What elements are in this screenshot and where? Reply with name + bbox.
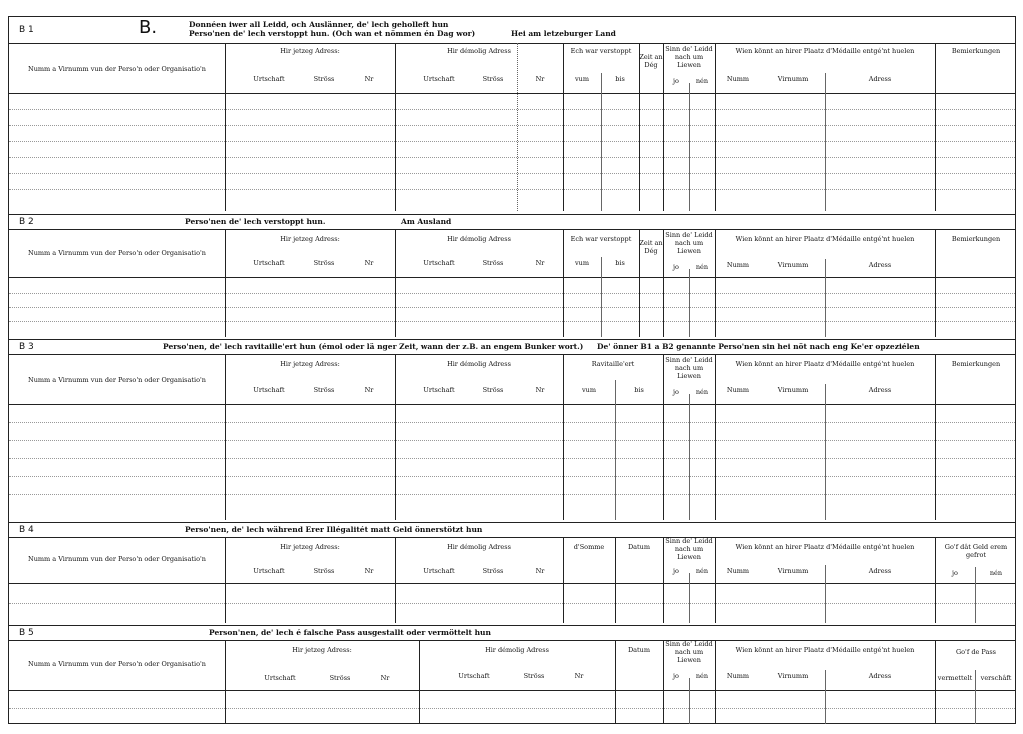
form-page bbox=[8, 16, 1016, 724]
numm-label: Numm bbox=[726, 672, 750, 680]
stross-label: Ströss bbox=[523, 672, 545, 680]
stross-label: Ströss bbox=[482, 386, 504, 394]
adress-label: Adress bbox=[868, 261, 892, 269]
old-addr-header: Hir démolig Adress bbox=[447, 543, 511, 551]
datum-header: Datum bbox=[627, 646, 651, 654]
stross-label: Ströss bbox=[313, 75, 335, 83]
section-b3 bbox=[9, 339, 1015, 520]
intro-line-2: Perso'nen de' lech verstoppt hun. (Och wan et nömmen én Dag wor) bbox=[189, 29, 476, 38]
stross-label: Ströss bbox=[313, 386, 335, 394]
numm-label: Numm bbox=[726, 567, 750, 575]
adress-label: Adress bbox=[868, 567, 892, 575]
nen-label: nén bbox=[695, 263, 709, 271]
section-title: Perso'nen, de' lech während Erer Illégalitét matt Geld önnerstötzt hun bbox=[185, 525, 483, 534]
urtschaft-label: Urtschaft bbox=[253, 386, 285, 394]
nr-label: Nr bbox=[535, 386, 545, 394]
section-title: Person'nen, de' lech é falsche Pass ausgestallt oder vermöttelt hun bbox=[209, 628, 491, 637]
section-b5-header bbox=[9, 626, 1015, 641]
section-b4-header bbox=[9, 523, 1015, 538]
big-letter: B. bbox=[139, 17, 158, 38]
nen-label: nén bbox=[989, 569, 1003, 577]
virnumm-label: Virnumm bbox=[777, 386, 809, 394]
medal-header: Wien könnt an hirer Plaatz d'Médaille entgé'nt huelen bbox=[735, 47, 915, 55]
adress-label: Adress bbox=[868, 672, 892, 680]
old-addr-header: Hir démolig Adress bbox=[447, 47, 511, 55]
medal-header: Wien könnt an hirer Plaatz d'Médaille entgé'nt huelen bbox=[735, 543, 915, 551]
intro-line-2b: Hei am letzeburger Land bbox=[511, 29, 616, 38]
bemierkungen-header: Bemierkungen bbox=[951, 235, 1001, 243]
section-id: B 2 bbox=[19, 217, 34, 227]
section-title-2: Am Ausland bbox=[401, 217, 452, 226]
nen-label: nén bbox=[695, 388, 709, 396]
nr-label: Nr bbox=[574, 672, 584, 680]
bemierkungen-header: Bemierkungen bbox=[951, 360, 1001, 368]
nr-label: Nr bbox=[380, 674, 390, 682]
intro-line-1: Donnéen iwer all Leidd, och Auslänner, de' lech geholleft hun bbox=[189, 20, 449, 29]
section-b5 bbox=[9, 625, 1015, 724]
sinn-header: Sinn de' Leidd nach um Liewen bbox=[665, 537, 713, 561]
stross-label: Ströss bbox=[482, 567, 504, 575]
somme-header: d'Somme bbox=[573, 543, 605, 551]
section-title-2: De' önner B1 a B2 genannte Perso'nen sin hei nöt nach eng Ke'er opzeziélen bbox=[597, 342, 920, 351]
section-b1-header bbox=[9, 17, 1015, 44]
section-title: Perso'nen, de' lech ravitaille'ert hun (émol oder lä nger Zeit, wann der z.B. an engem Bunker wort.) bbox=[163, 342, 584, 351]
nen-label: nén bbox=[695, 567, 709, 575]
stross-label: Ströss bbox=[313, 567, 335, 575]
nr-label: Nr bbox=[364, 259, 374, 267]
urtschaft-label: Urtschaft bbox=[423, 259, 455, 267]
nr-label: Nr bbox=[364, 386, 374, 394]
stross-label: Ströss bbox=[482, 75, 504, 83]
sinn-header: Sinn de' Leidd nach um Liewen bbox=[665, 640, 713, 664]
vermettelt-label: vermettelt bbox=[937, 674, 973, 682]
nen-label: nén bbox=[695, 77, 709, 85]
nr-label: Nr bbox=[364, 567, 374, 575]
old-addr-header: Hir démolig Adress bbox=[485, 646, 549, 654]
stross-label: Ströss bbox=[329, 674, 351, 682]
nr-label: Nr bbox=[535, 259, 545, 267]
bis-label: bis bbox=[615, 75, 625, 83]
urtschaft-label: Urtschaft bbox=[253, 259, 285, 267]
urtschaft-label: Urtschaft bbox=[253, 567, 285, 575]
stross-label: Ströss bbox=[313, 259, 335, 267]
section-b2-header bbox=[9, 215, 1015, 230]
medal-header: Wien könnt an hirer Plaatz d'Médaille entgé'nt huelen bbox=[735, 646, 915, 654]
section-id: B 4 bbox=[19, 525, 34, 535]
bis-label: bis bbox=[634, 386, 644, 394]
name-col-header: Numm a Virnumm vun der Perso'n oder Organisatio'n bbox=[28, 376, 206, 384]
bemierkungen-header: Bemierkungen bbox=[951, 47, 1001, 55]
medal-header: Wien könnt an hirer Plaatz d'Médaille entgé'nt huelen bbox=[735, 360, 915, 368]
cur-addr-header: Hir jetzeg Adress: bbox=[280, 543, 340, 551]
nr-label: Nr bbox=[535, 567, 545, 575]
vum-label: vum bbox=[574, 259, 590, 267]
jo-label: jo bbox=[673, 567, 679, 575]
cur-addr-header: Hir jetzeg Adress: bbox=[292, 646, 352, 654]
name-col-header: Numm a Virnumm vun der Perso'n oder Organisatio'n bbox=[28, 555, 206, 563]
jo-label: jo bbox=[673, 263, 679, 271]
virnumm-label: Virnumm bbox=[777, 75, 809, 83]
geld-header: Go'f dât Geld erem gefrot bbox=[944, 543, 1008, 559]
pass-header: Go'f de Pass bbox=[955, 648, 997, 656]
zeit-header: Zeit an Dég bbox=[639, 53, 663, 69]
verschaft-label: verschâft bbox=[980, 674, 1012, 682]
section-b4-grid bbox=[9, 537, 1015, 623]
numm-label: Numm bbox=[726, 75, 750, 83]
section-b2-grid bbox=[9, 229, 1015, 337]
section-b3-grid bbox=[9, 354, 1015, 520]
numm-label: Numm bbox=[726, 386, 750, 394]
stross-label: Ströss bbox=[482, 259, 504, 267]
jo-label: jo bbox=[673, 388, 679, 396]
datum-header: Datum bbox=[627, 543, 651, 551]
nr-label: Nr bbox=[364, 75, 374, 83]
virnumm-label: Virnumm bbox=[777, 567, 809, 575]
urtschaft-label: Urtschaft bbox=[253, 75, 285, 83]
section-id: B 5 bbox=[19, 628, 34, 638]
adress-label: Adress bbox=[868, 386, 892, 394]
name-col-header: Numm a Virnumm vun der Perso'n oder Organisatio'n bbox=[28, 660, 206, 668]
name-col-header: Numm a Virnumm vun der Perso'n oder Organisatio'n bbox=[28, 65, 206, 73]
urtschaft-label: Urtschaft bbox=[458, 672, 490, 680]
urtschaft-label: Urtschaft bbox=[423, 75, 455, 83]
hidden-header: Ech war verstoppt bbox=[570, 47, 632, 55]
urtschaft-label: Urtschaft bbox=[423, 386, 455, 394]
jo-label: jo bbox=[952, 569, 958, 577]
nen-label: nén bbox=[695, 672, 709, 680]
hidden-header: Ech war verstoppt bbox=[570, 235, 632, 243]
sinn-header: Sinn de' Leidd nach um Liewen bbox=[665, 45, 713, 69]
sinn-header: Sinn de' Leidd nach um Liewen bbox=[665, 231, 713, 255]
jo-label: jo bbox=[673, 672, 679, 680]
section-b5-grid bbox=[9, 640, 1015, 724]
zeit-header: Zeit an Dég bbox=[639, 239, 663, 255]
section-b1 bbox=[9, 17, 1015, 211]
old-addr-header: Hir démolig Adress bbox=[447, 360, 511, 368]
old-addr-header: Hir démolig Adress bbox=[447, 235, 511, 243]
numm-label: Numm bbox=[726, 261, 750, 269]
cur-addr-header: Hir jetzeg Adress: bbox=[280, 47, 340, 55]
adress-label: Adress bbox=[868, 75, 892, 83]
section-b4 bbox=[9, 522, 1015, 623]
section-b1-grid bbox=[9, 43, 1015, 211]
nr-label: Nr bbox=[535, 75, 545, 83]
urtschaft-label: Urtschaft bbox=[423, 567, 455, 575]
sinn-header: Sinn de' Leidd nach um Liewen bbox=[665, 356, 713, 380]
virnumm-label: Virnumm bbox=[777, 672, 809, 680]
jo-label: jo bbox=[673, 77, 679, 85]
vum-label: vum bbox=[574, 75, 590, 83]
cur-addr-header: Hir jetzeg Adress: bbox=[280, 360, 340, 368]
cur-addr-header: Hir jetzeg Adress: bbox=[280, 235, 340, 243]
section-title: Perso'nen de' lech verstoppt hun. bbox=[185, 217, 326, 226]
section-b3-header bbox=[9, 340, 1015, 355]
section-id: B 3 bbox=[19, 342, 34, 352]
medal-header: Wien könnt an hirer Plaatz d'Médaille entgé'nt huelen bbox=[735, 235, 915, 243]
urtschaft-label: Urtschaft bbox=[264, 674, 296, 682]
ravitaille-header: Ravitaille'ert bbox=[591, 360, 635, 368]
section-b2 bbox=[9, 214, 1015, 337]
vum-label: vum bbox=[581, 386, 597, 394]
section-id: B 1 bbox=[19, 25, 34, 35]
bis-label: bis bbox=[615, 259, 625, 267]
virnumm-label: Virnumm bbox=[777, 261, 809, 269]
name-col-header: Numm a Virnumm vun der Perso'n oder Organisatio'n bbox=[28, 249, 206, 257]
